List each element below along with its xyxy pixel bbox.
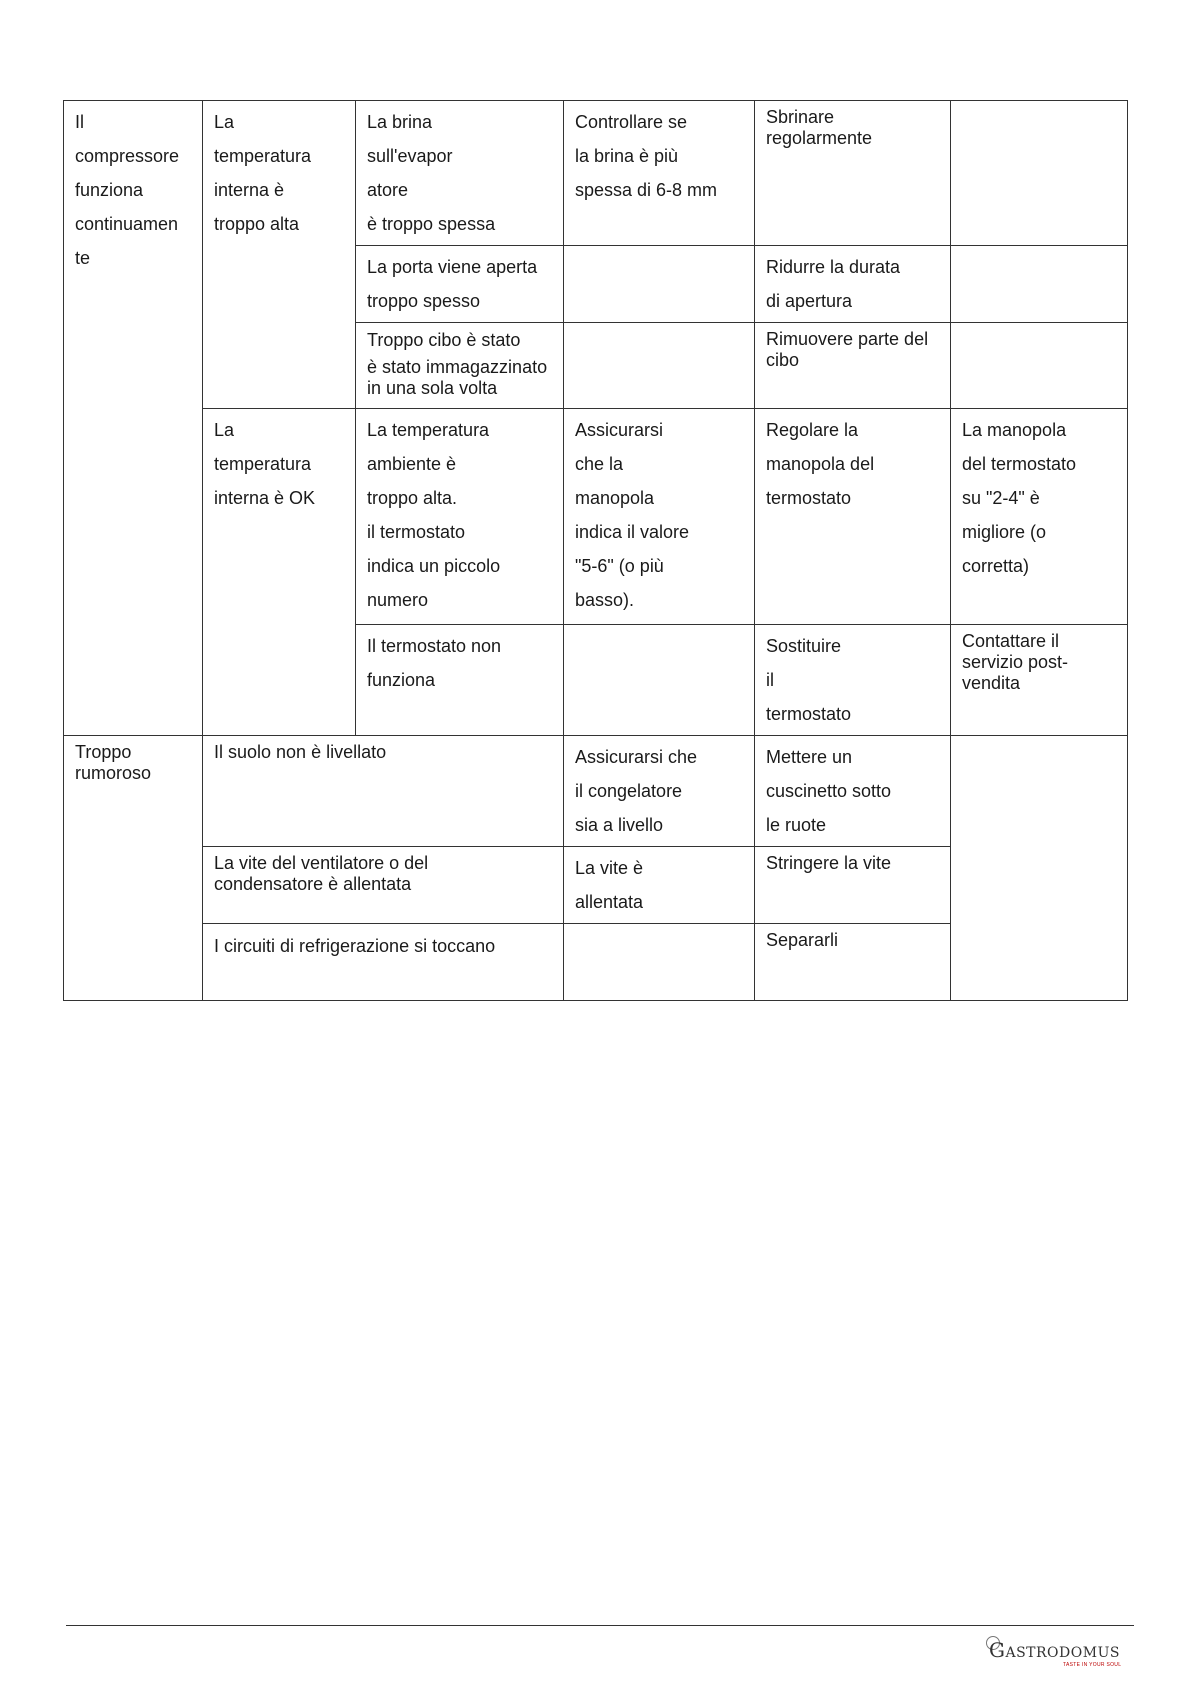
note-cell [951,101,1128,246]
table-row [64,736,1128,847]
check-cell: Assicurarsi che il congelatore sia a livello [564,736,755,847]
check-cell [564,625,755,736]
check-cell [564,323,755,409]
cause-cell: La brina sull'evapor atore è troppo spessa [356,101,564,246]
solution-cell: Rimuovere parte del cibo [755,323,951,409]
check-cell [564,246,755,323]
solution-cell: Ridurre la durata di apertura [755,246,951,323]
condition-cell: La temperatura interna è OK [203,409,356,736]
cause-cell [356,323,564,409]
condition-cell: La temperatura interna è troppo alta [203,101,356,409]
table-row [64,409,1128,625]
solution-cell: Sbrinare regolarmente [755,101,951,246]
logo-wordmark: Gastrodomus [989,1638,1120,1662]
note-cell: Contattare il servizio post- vendita [951,625,1128,736]
solution-cell: Stringere la vite [755,847,951,924]
logo-tagline: TASTE IN YOUR SOUL [1063,1662,1122,1668]
cause-cell: La temperatura ambiente è troppo alta. il termostato indica un piccolo numero [356,409,564,625]
solution-cell: Mettere un cuscinetto sotto le ruote [755,736,951,847]
note-cell: La manopola del termostato su "2-4" è migliore (o corretta) [951,409,1128,625]
check-cell [564,924,755,1001]
gastrodomus-logo [985,1636,1135,1670]
problem-cell: Il compressore funziona continuamen te [64,101,203,736]
cause-cell: Il suolo non è livellato [203,736,564,847]
table-row [64,101,1128,246]
cause-cell: La porta viene aperta troppo spesso [356,246,564,323]
cause-line: Troppo cibo è stato [367,330,521,350]
solution-cell: Separarli [755,924,951,1001]
troubleshooting-table [63,100,1128,1001]
cause-cell: La vite del ventilatore o del condensatore è allentata [203,847,564,924]
note-cell [951,246,1128,323]
solution-cell: Sostituire il termostato [755,625,951,736]
check-cell: Controllare se la brina è più spessa di 6-8 mm [564,101,755,246]
cause-cell: Il termostato non funziona [356,625,564,736]
note-cell [951,323,1128,409]
check-cell: Assicurarsi che la manopola indica il valore "5-6" (o più basso). [564,409,755,625]
solution-cell: Regolare la manopola del termostato [755,409,951,625]
footer-rule [66,1625,1134,1626]
cause-rest: è stato immagazzinato in una sola volta [367,357,548,398]
cause-cell: I circuiti di refrigerazione si toccano [203,924,564,1001]
problem-cell: Troppo rumoroso [64,736,203,1001]
note-cell [951,736,1128,1001]
check-cell: La vite è allentata [564,847,755,924]
